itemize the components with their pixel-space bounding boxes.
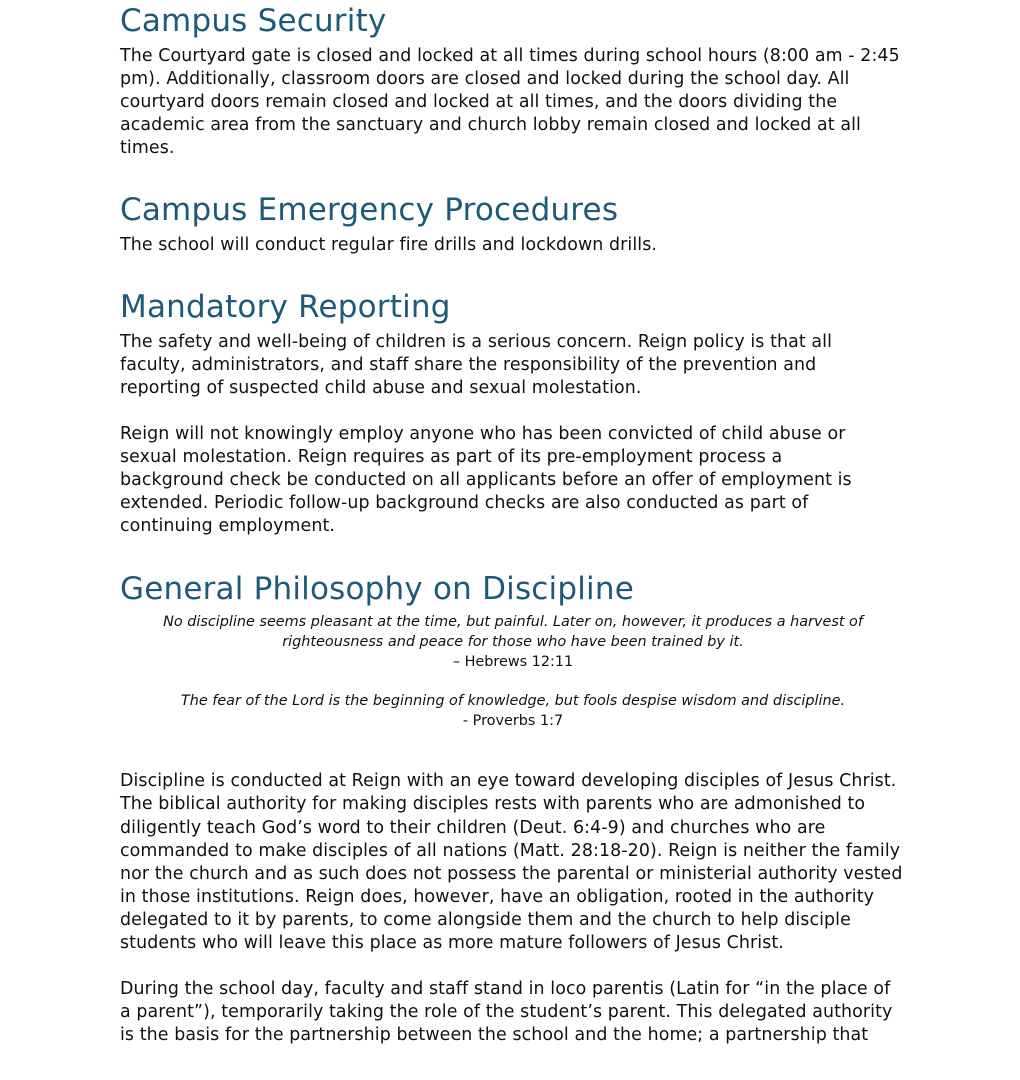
mandatory-reporting-paragraph: Reign will not knowingly employ anyone who has been convicted of child abuse or sexual molestation. Reign requires as part of its pre-employment process a background check be conducted on all applicants before an offer of employment is extended. Periodic follow-up background checks are also conducted as part of continuing employment. bbox=[120, 423, 852, 537]
document-page bbox=[120, 0, 906, 1047]
discipline-paragraph: Discipline is conducted at Reign with an eye toward developing disciples of Jesus Christ. The biblical authority for making disciples rests with parents who are admonished to diligently teach God’s word to their children (Deut. 6:4-9) and churches who are commanded to make disciples of all nations (Matt. 28:18-20). Reign is neither the family nor the church and as such does not possess the parental or ministerial authority vested in those institutions. Reign does, however, have an obligation, rooted in the authority delegated to it by parents, to come alongside them and the church to help disciple students who will leave this place as more mature followers of Jesus Christ. bbox=[120, 771, 903, 953]
heading-mandatory-reporting: Mandatory Reporting bbox=[120, 288, 451, 325]
heading-discipline: General Philosophy on Discipline bbox=[120, 571, 634, 608]
scripture-quote bbox=[120, 612, 906, 672]
scripture-quote bbox=[120, 691, 906, 731]
quote-reference: – Hebrews 12:11 bbox=[452, 654, 574, 671]
heading-emergency-procedures: Campus Emergency Procedures bbox=[120, 192, 619, 229]
campus-security-text: The Courtyard gate is closed and locked at all times during school hours (8:00 am - 2:45 pm). Additionally, classroom doors are closed and locked during the school day. All courtyard doors remain closed and locked at all times, and the doors dividing the academic area from the sanctuary and church lobby remain closed and locked at all times. bbox=[120, 46, 900, 159]
quote-text: The fear of the Lord is the beginning of knowledge, but fools despise wisdom and discipline. bbox=[180, 693, 846, 710]
emergency-procedures-text: The school will conduct regular fire drills and lockdown drills. bbox=[120, 235, 657, 256]
quote-text: No discipline seems pleasant at the time, but painful. Later on, however, it produces a harvest of righteousness and peace for those who have been trained by it. bbox=[163, 614, 863, 651]
discipline-paragraph: During the school day, faculty and staff stand in loco parentis (Latin for “in the place of a parent”), temporarily taking the role of the student’s parent. This delegated authority is the basis for the partnership between the school and the home; a partnership that bbox=[120, 979, 893, 1046]
heading-campus-security: Campus Security bbox=[120, 3, 387, 39]
quote-reference: - Proverbs 1:7 bbox=[462, 713, 564, 730]
mandatory-reporting-paragraph: The safety and well-being of children is a serious concern. Reign policy is that all faculty, administrators, and staff share the responsibility of the prevention and reporting of suspected child abuse and sexual molestation. bbox=[120, 331, 833, 398]
